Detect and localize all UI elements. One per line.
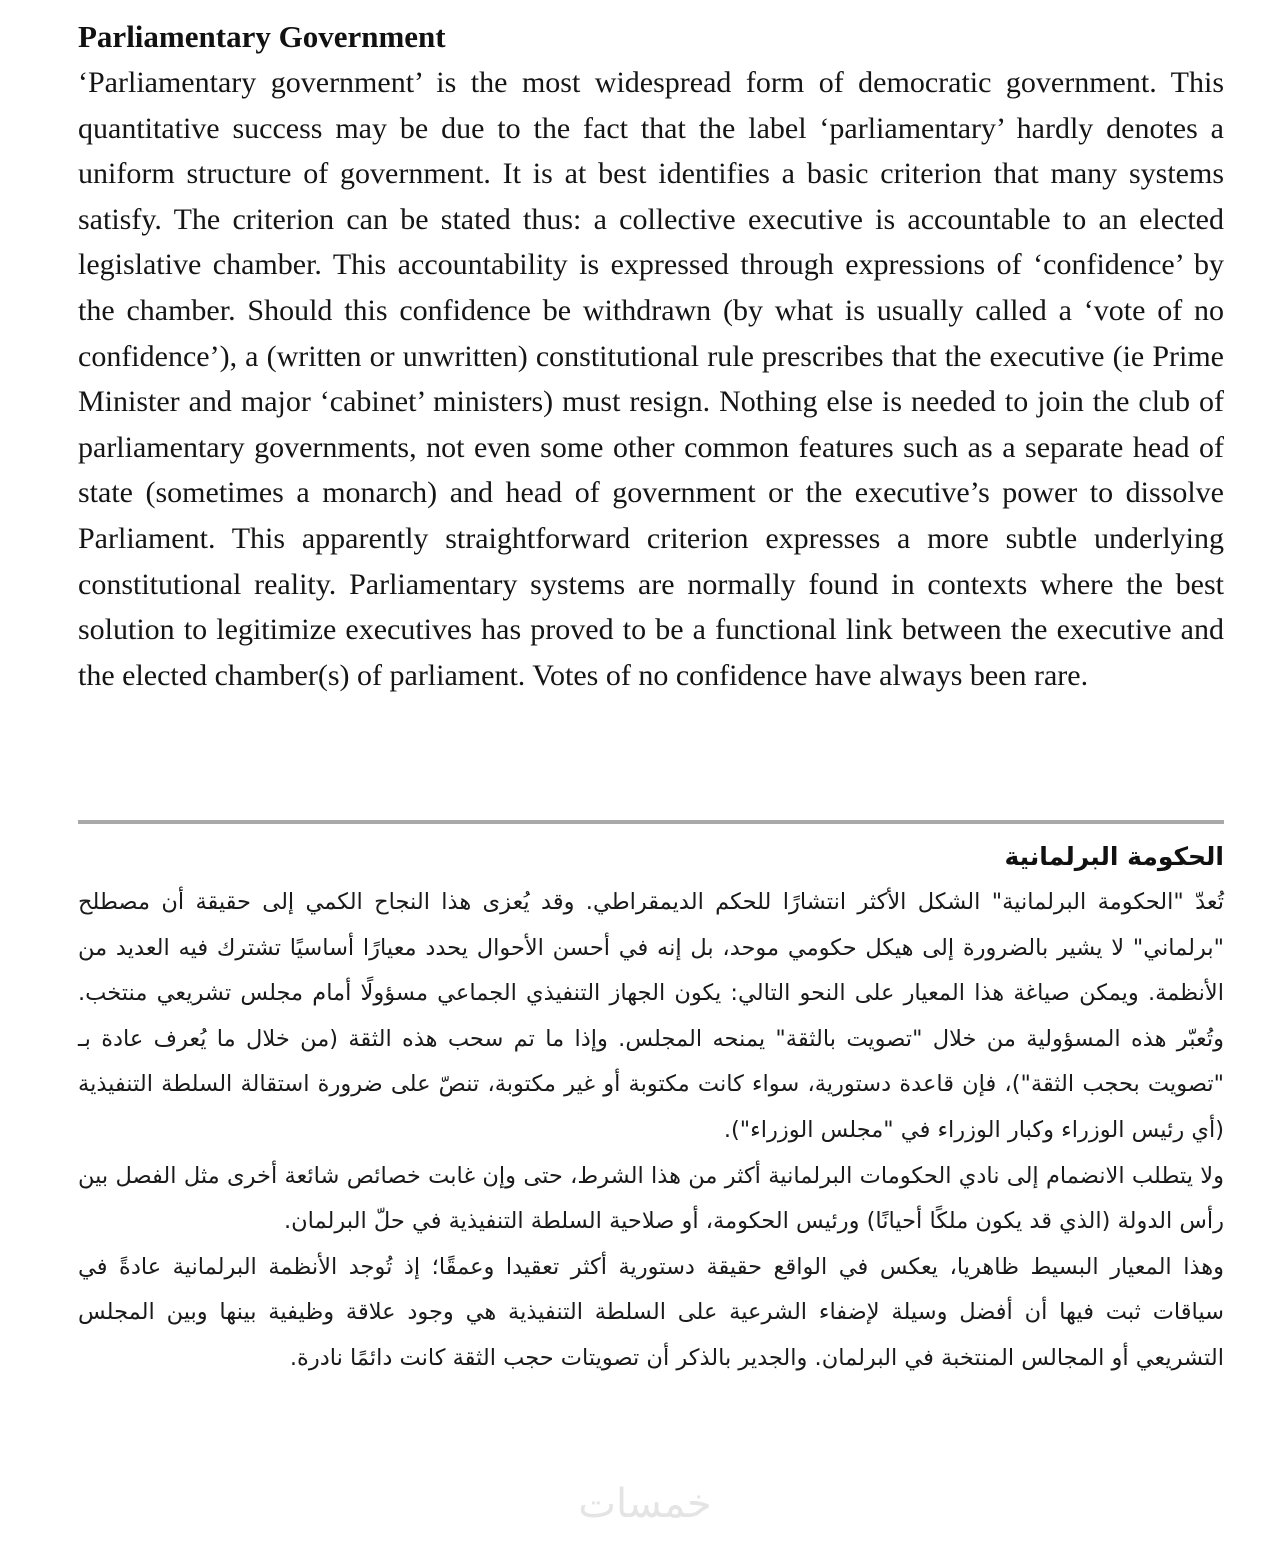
section-divider [78, 820, 1224, 824]
arabic-section [78, 834, 1224, 1382]
arabic-paragraph-1: تُعدّ "الحكومة البرلمانية" الشكل الأكثر انتشارًا للحكم الديمقراطي. وقد يُعزى هذا النجاح الكمي إلى حقيقة أن مصطلح "برلماني" لا يشير بالضرورة إلى هيكل حكومي موحد، بل إنه في أحسن الأحوال يحدد معيارًا أساسيًا تشترك فيه العديد من الأنظمة. ويمكن صياغة هذا المعيار على النحو التالي: يكون الجهاز التنفيذي الجماعي مسؤولًا أمام مجلس تشريعي منتخب. وتُعبّر هذه المسؤولية من خلال "تصويت بالثقة" يمنحه المجلس. وإذا ما تم سحب هذه الثقة (من خلال ما يُعرف عادة بـ "تصويت بحجب الثقة")، فإن قاعدة دستورية، سواء كانت مكتوبة أو غير مكتوبة، تنصّ على ضرورة استقالة السلطة التنفيذية (أي رئيس الوزراء وكبار الوزراء في "مجلس الوزراء"). [78, 889, 1224, 1143]
english-section [78, 14, 1224, 698]
arabic-title: الحكومة البرلمانية [1004, 842, 1224, 871]
watermark-logo: خمسات [578, 1481, 712, 1527]
arabic-paragraph-2: ولا يتطلب الانضمام إلى نادي الحكومات البرلمانية أكثر من هذا الشرط، حتى وإن غابت خصائص شائعة أخرى مثل الفصل بين رأس الدولة (الذي قد يكون ملكًا أحيانًا) ورئيس الحكومة، أو صلاحية السلطة التنفيذية في حلّ البرلمان. [78, 1162, 1224, 1235]
english-title: Parliamentary Government [78, 19, 446, 54]
english-paragraph: ‘Parliamentary government’ is the most widespread form of democratic government. This quantitative success may be due to the fact that the label ‘parliamentary’ hardly denotes a uniform structure of government. It is at best identifies a basic criterion that many systems satisfy. The criterion can be stated thus: a collective executive is accountable to an elected legislative chamber. This accountability is expressed through expressions of ‘confidence’ by the chamber. Should this confidence be withdrawn (by what is usually called a ‘vote of no confidence’), a (written or unwritten) constitutional rule prescribes that the executive (ie Prime Minister and major ‘cabinet’ ministers) must resign. Nothing else is needed to join the club of parliamentary governments, not even some other common features such as a separate head of state (sometimes a monarch) and head of government or the executive’s power to dissolve Parliament. This apparently straightforward criterion expresses a more subtle underlying constitutional reality. Parliamentary systems are normally found in contexts where the best solution to legitimize executives has proved to be a functional link between the executive and the elected chamber(s) of parliament. Votes of no confidence have always been rare. [78, 66, 1224, 692]
arabic-paragraph-3: وهذا المعيار البسيط ظاهريا، يعكس في الواقع حقيقة دستورية أكثر تعقيدا وعمقًا؛ إذ تُوجد الأنظمة البرلمانية عادةً في سياقات ثبت فيها أن أفضل وسيلة لإضفاء الشرعية على السلطة التنفيذية هي وجود علاقة وظيفية بينها وبين المجلس التشريعي أو المجالس المنتخبة في البرلمان. والجدير بالذكر أن تصويتات حجب الثقة كانت دائمًا نادرة. [78, 1253, 1224, 1371]
